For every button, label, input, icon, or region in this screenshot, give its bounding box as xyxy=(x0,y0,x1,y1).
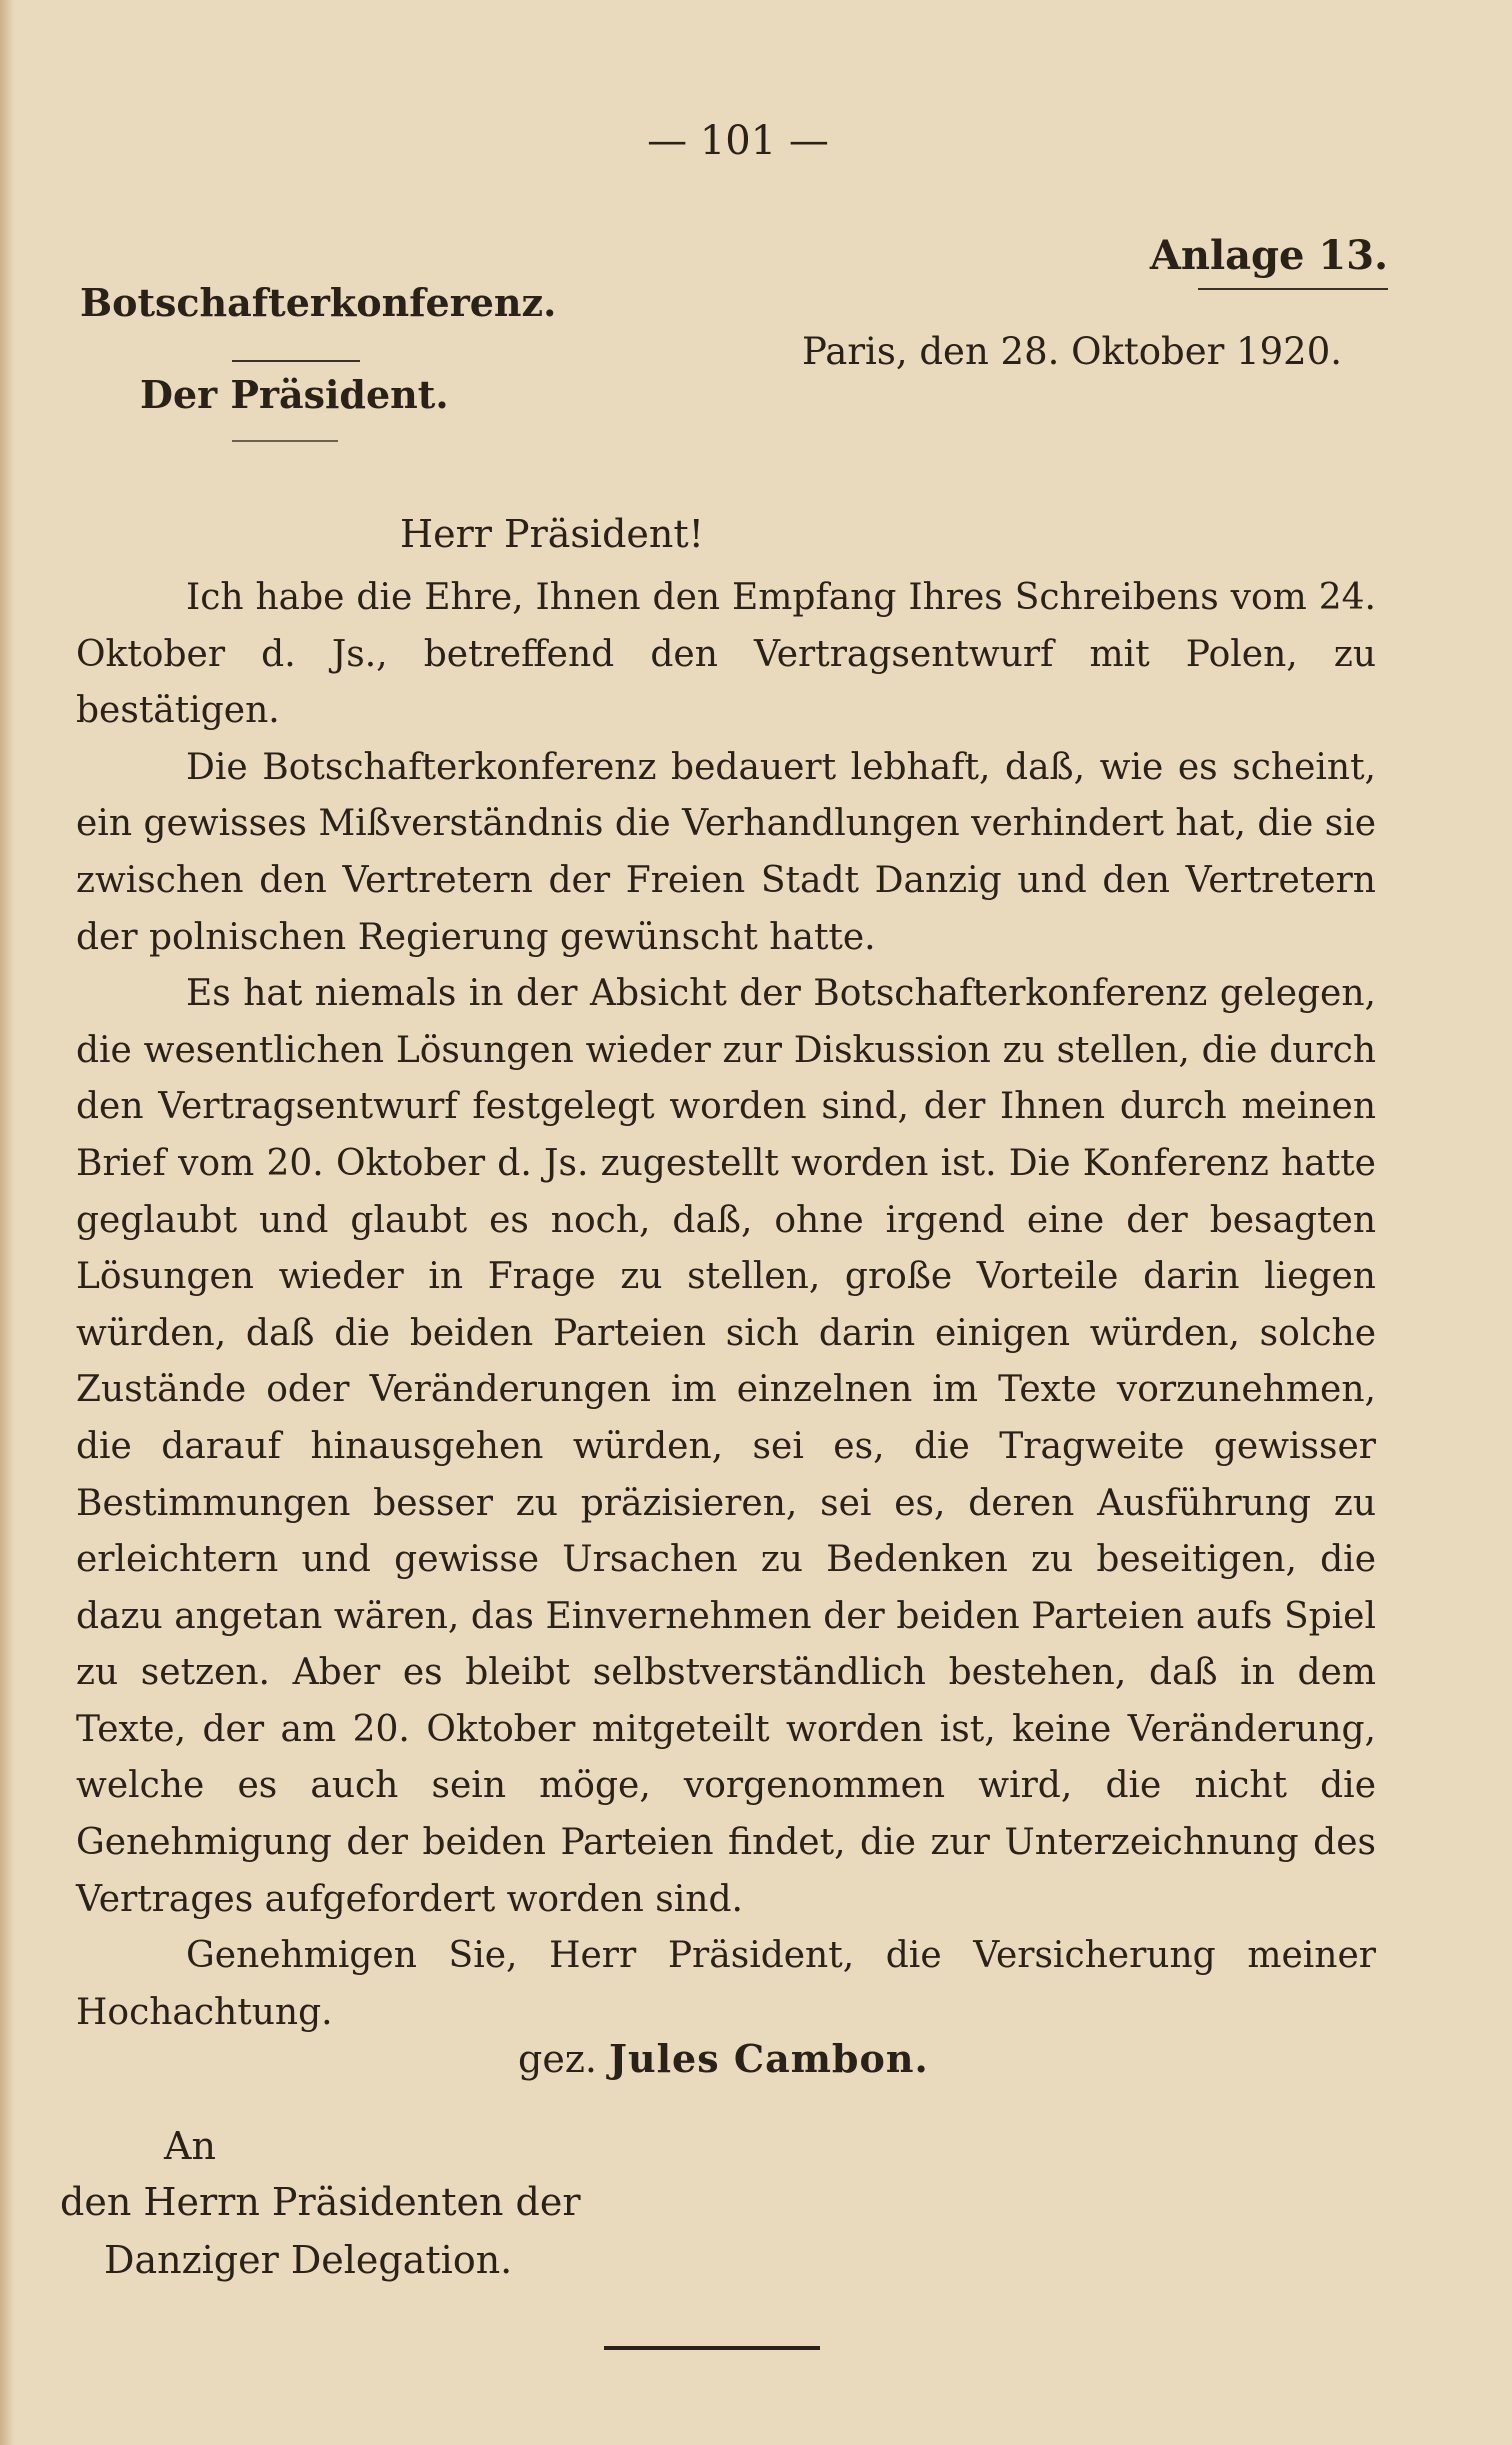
address-line: Danziger Delegation. xyxy=(104,2238,513,2282)
page-edge xyxy=(0,0,14,2445)
letter-body xyxy=(76,570,1376,2041)
signature-name: Jules Cambon. xyxy=(609,2036,929,2081)
signature-prefix: gez. xyxy=(518,2037,597,2081)
annex-underline xyxy=(1198,288,1388,290)
sender-title: Der Präsident. xyxy=(140,372,449,417)
address-line: den Herrn Präsidenten der xyxy=(60,2180,581,2224)
page-number: — 101 — xyxy=(647,118,829,164)
paragraph-regret: Die Botschafterkonferenz bedauert lebhaft, daß, wie es scheint, ein gewisses Mißverständnis die Verhandlungen verhindert hat, die sie zwischen den Vertretern der Freien Stadt Danzig und den Vertretern der polnischen Regierung gewünscht hatte. xyxy=(76,746,1376,958)
annex-label: Anlage 13. xyxy=(1149,232,1388,279)
separator-rule xyxy=(232,360,360,362)
sender-organization: Botschafterkonferenz. xyxy=(80,280,557,325)
closing-rule xyxy=(604,2346,820,2350)
place-date: Paris, den 28. Oktober 1920. xyxy=(802,330,1342,373)
salutation: Herr Präsident! xyxy=(400,512,704,556)
paragraph-intent: Es hat niemals in der Absicht der Botschafterkonferenz gelegen, die wesentlichen Lösungen wieder zur Diskussion zu stellen, die durch den Vertragsentwurf festgelegt worden sind, der Ihnen durch meinen Brief vom 20. Oktober d. Js. zugestellt worden ist. Die Konferenz hatte geglaubt und glaubt es noch, daß, ohne irgend eine der besagten Lösungen wieder in Frage zu stellen, große Vorteile darin liegen würden, daß die beiden Parteien sich darin einigen würden, solche Zustände oder Veränderungen im einzelnen im Texte vorzunehmen, die darauf hinausgehen würden, sei es, die Tragweite gewisser Bestimmungen besser zu präzisieren, sei es, deren Ausführung zu erleichtern und gewisse Ursachen zu Bedenken zu beseitigen, die dazu angetan wären, das Einvernehmen der beiden Parteien aufs Spiel zu setzen. Aber es bleibt selbstverständlich bestehen, daß in dem Texte, der am 20. Oktober mitgeteilt worden ist, keine Veränderung, welche es auch sein möge, vorgenommen wird, die nicht die Genehmigung der beiden Parteien findet, die zur Unterzeichnung des Vertrages aufgefordert worden sind. xyxy=(76,973,1376,1920)
paragraph-confirmation: Ich habe die Ehre, Ihnen den Empfang Ihres Schreibens vom 24. Oktober d. Js., betreffend den Vertragsentwurf mit Polen, zu bestätigen. xyxy=(76,577,1376,732)
address-to: An xyxy=(164,2124,216,2168)
separator-rule xyxy=(232,440,338,442)
signature xyxy=(518,2036,929,2081)
paragraph-closing: Genehmigen Sie, Herr Präsident, die Versicherung meiner Hochachtung. xyxy=(76,1935,1376,2033)
